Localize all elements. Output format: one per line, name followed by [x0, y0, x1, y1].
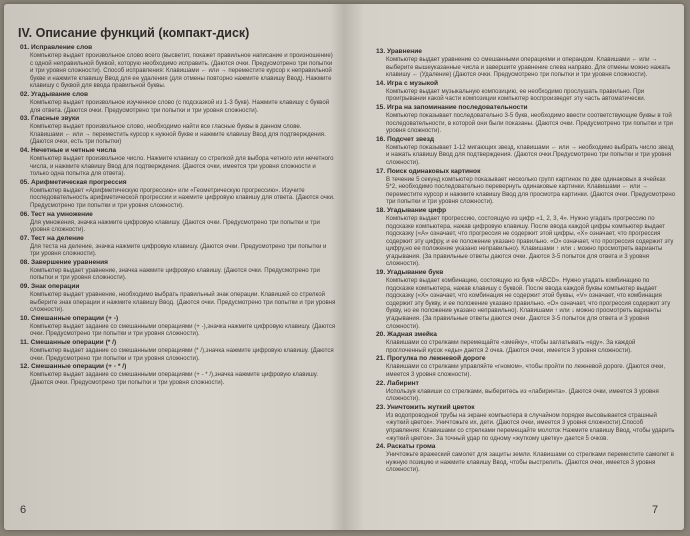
function-title: 16. Подсчет звезд [376, 135, 435, 143]
right-function-list [376, 48, 676, 475]
function-item [376, 404, 676, 442]
function-description: Компьютер выдает музыкальную композицию, ее необходимо прослушать правильно. При проигрывании какой части композиции компьютер воспроизведет эту часть автоматически. [386, 87, 646, 103]
function-title: 04. Нечетные и четные числа [20, 146, 117, 154]
function-item [376, 355, 676, 378]
function-item [376, 380, 676, 403]
section-heading: IV. Описание функций (компакт-диск) [18, 26, 250, 40]
function-description: Компьютер выдает уравнение, значка нажмите цифровую клавишу. (Даются очки. Предусмотрено три попытки и три уровня сложности). [30, 266, 320, 282]
function-description: Компьютер выдает произвольное число. Нажмите клавишу со стрелкой для выбора четного или нечетного числа, и нажмите клавишу Ввод для подтверждения. (Даются очки, имеется три уровня сложности и только одна попытка для ответа). [30, 154, 334, 178]
function-title: 03. Гласные звуки [20, 115, 80, 123]
right-page [346, 4, 684, 530]
function-title: 05. Арифметическая прогрессия [20, 178, 127, 186]
function-title: 17. Поиск одинаковых картинок [376, 167, 481, 175]
function-description: Компьютер показывает последовательно 3-5 букв, необходимо ввести соответствующие буквы в той последовательности, в которой они были показаны. (Даются очки. Предусмотрено три попытки и три уровня сложности). [386, 111, 673, 135]
function-item [376, 443, 676, 474]
page-number-left: 6 [20, 504, 27, 516]
function-title: 13. Уравнение [376, 48, 422, 55]
function-title: 08. Завершение уравнения [20, 258, 109, 266]
function-title: 15. Игра на запоминание последовательности [376, 103, 528, 111]
function-item [20, 147, 336, 178]
function-title: 23. Уничтожить жуткий цветок [376, 403, 475, 411]
function-item [376, 168, 676, 206]
function-item [20, 179, 336, 210]
function-title: 19. Угадывание букв [376, 269, 444, 277]
function-title: 18. Угадывание цифр [376, 206, 447, 214]
function-item [20, 44, 336, 90]
function-item [20, 211, 336, 234]
left-page [4, 4, 342, 530]
function-item [20, 235, 336, 258]
function-description: Компьютер выдает задание со смешанными операциями (+ -),значка нажмите цифровую клавишу. (Даются очки. Предусмотрено три попытки и три уровня сложности). [30, 322, 336, 338]
function-item [376, 207, 676, 268]
function-title: 22. Лабиринт [376, 379, 419, 387]
page-number-right: 7 [652, 504, 659, 516]
function-item [376, 48, 676, 79]
function-description: Клавишами со стрелками управляйте «гномом», чтобы пройти по лежневой дороге. (Даются очки, имеется 3 уровня сложности). [386, 363, 666, 378]
function-title: 14. Игра с музыкой [376, 79, 439, 87]
function-item [376, 80, 676, 103]
function-description: Компьютер выдает задание со смешанными операциями (+ - * /),значка нажмите цифровую клавишу. (Даются очки. Предусмотрено три попытки и три уровня сложности). [30, 371, 318, 386]
function-description: Компьютер выдает «Арифметическую прогрессию» или «Геометрическую прогрессию». Изучите последовательность арифметической прогрессии и нажмите цифровую клавишу для ответа. (Даются очки. Предусмотрено три попытки и три уровня сложности). [30, 186, 335, 209]
function-description: Для умножения, значка нажмите цифровую клавишу. (Даются очки. Предусмотрено три попытки и три уровня сложности). [30, 218, 320, 234]
function-title: 01. Исправление слов [20, 44, 93, 51]
function-description: В течение 5 секунд компьютер показывает несколько групп картинок по две одинаковых в ячейках 5*2, необходимо последовательно перевернуть одинаковые картинки. Клавишами ← или → переместите курсор и нажмите клавишу Ввод для просмотра картинки. (Даются очки. Предусмотрено три попытки и три уровня сложности). [386, 175, 676, 206]
function-item [376, 104, 676, 135]
function-description: Компьютер показывает 1-12 мигающих звезд, клавишами ← или → необходимо выбрать число звезд и нажать клавишу Ввод для подтверждения. (Даются очки.Предусмотрено три попытки и три уровня сложности). [386, 143, 674, 166]
function-description: Компьютер выдает произвольное слово всего (высветит, покажет правильное написание и произношение) с одной неправильной буквой, которую необходимо исправить. (Даются очки. Предусмотрено три попытки и три уровня сложности). Способ исправления: Клавишами ← или → переместите курсор к неправильной букве и нажмите клавишу Ввод для ее удаления (для отмены повторно нажмите клавишу Ввод). Нажмите клавишу с буквой для ввода правильной буквы. [30, 52, 333, 90]
function-description: Для теста на деление, значка нажмите цифровую клавишу. (Даются очки. Предусмотрено три попытки и три уровня сложности). [30, 242, 327, 258]
function-title: 06. Тест на умножение [20, 210, 93, 218]
function-description: Используя клавиши со стрелками, выберитесь из «лабиринта». (Даются очки, имеется 3 уровня сложности). [386, 387, 659, 403]
function-title: 21. Прогулка по лежневой дороге [376, 355, 486, 363]
function-description: Компьютер выдает уравнение, необходимо выбрать правильный знак операции. Клавишей со стрелкой выберите знак операции и нажмите клавишу Ввод. (Даются очки. Предусмотрено три попытки и три уровня сложности). [30, 291, 336, 314]
function-item [376, 269, 676, 330]
function-item [20, 315, 336, 338]
function-description: Компьютер выдает комбинацию, состоящую из букв «ABCD». Нужно угадать комбинацию по подсказке компьютера, нажав клавишу с буквой. После ввода каждой буквы компьютер выдает подсказку («X» означает, что комбинация не содержит этой буквы, «V» означает, что комбинация содержит эту букву, и ее положение указано правильно. «O» означает, что прогрессия содержит эту букву, но ее положение указано неправильно). Клавишами ↑ или ↓ можно просмотреть варианты угадывания. (За правильные ответы даются очки. Даются 3-5 попыток для ответа и 3 уровня сложности). [386, 277, 671, 330]
function-description: Уничтожьте вражеский самолет для защиты земли. Клавишами со стрелками переместите самолет в нужную позицию и нажмите клавишу Ввод, чтобы выстрелить. (Даются очки, имеется 3 уровня сложности). [386, 451, 674, 474]
function-description: Компьютер выдает прогрессию, состоящую из цифр «1, 2, 3, 4». Нужно угадать прогрессию по подсказке компьютера, нажав цифровую клавишу. После ввода каждой цифры компьютер выдает подсказку («A» означает, что прогрессия не содержит этой цифры, «X» означает, что прогрессия содержит эту цифру, и ее положение указано правильно. «O» означает, что прогрессия содержит эту цифру,но ее положение указано неправильно). Клавишами ↑ или ↓ можно просмотреть варианты угадывания. (За правильные ответы даются очки. Даются 3-5 попыток для ответа и 3 уровня сложности). [386, 214, 674, 268]
function-description: Клавишами со стрелками перемещайте «змейку», чтобы заглатывать «еду». За каждой проглоченный кусок «еды» дается 2 очка. (Даются очки, имеется 3 уровня сложности). [386, 339, 636, 354]
function-title: 07. Тест на деление [20, 234, 84, 242]
manual-spread [4, 4, 684, 530]
function-title: 12. Смешанные операции (+ - * /) [20, 363, 127, 371]
function-title: 10. Смешанные операции (+ -) [20, 314, 119, 322]
function-item [20, 363, 336, 386]
left-function-list [20, 44, 336, 387]
function-item [20, 115, 336, 146]
function-description: Компьютер выдает уравнение со смешанными операциями и операндом. Клавишами ← или → выберите вышеуказанные числа и завершите уравнение слева направо. Для отмены можно нажать клавишу ← (Удаление) (Даются очки. Предусмотрено три попытки и три уровня сложности). [386, 56, 671, 79]
function-item [20, 339, 336, 362]
function-description: Компьютер выдает произвольное изученное слово (с подсказкой из 1-3 букв). Нажмите клавишу с буквой для ответа. (Даются очки. Предусмотрено три попытки и три уровня сложности). [30, 98, 330, 114]
function-item [376, 136, 676, 167]
function-item [20, 259, 336, 282]
function-item [20, 283, 336, 314]
function-description: Компьютер выдает задание со смешанными операциями (* /),значка нажмите цифровую клавишу. (Даются очки. Предусмотрено три попытки и три уровня сложности). [30, 347, 334, 362]
function-title: 20. Жадная змейка [376, 331, 437, 339]
function-title: 02. Угадывание слов [20, 90, 89, 98]
function-description: Компьютер выдает произвольное слово, необходимо найти все гласные буквы в данном слове. Клавишами ← или → переместить курсор к нужной букве и нажмите клавишу Ввод для подтверждения. (Даются очки, есть три попытки) [30, 123, 326, 146]
function-title: 11. Смешанные операции (* /) [20, 339, 117, 347]
function-description: Из водопроводной трубы на экране компьютера в случайном порядке высовывается страшный «жуткий цветок». Уничтожьте их, дети. (Даются очки, имеется 3 уровня сложности).Способ управления: Клавишами со стрелками перемещайте молоток Нажмите клавишу Ввод, чтобы ударить «жуткий цветок». За точный удар по одному «жуткому цветку» дается 5 очков. [386, 411, 675, 442]
function-item [376, 331, 676, 354]
function-item [20, 91, 336, 114]
function-title: 09. Знак операции [20, 283, 80, 291]
function-title: 24. Раскаты грома [376, 443, 436, 451]
